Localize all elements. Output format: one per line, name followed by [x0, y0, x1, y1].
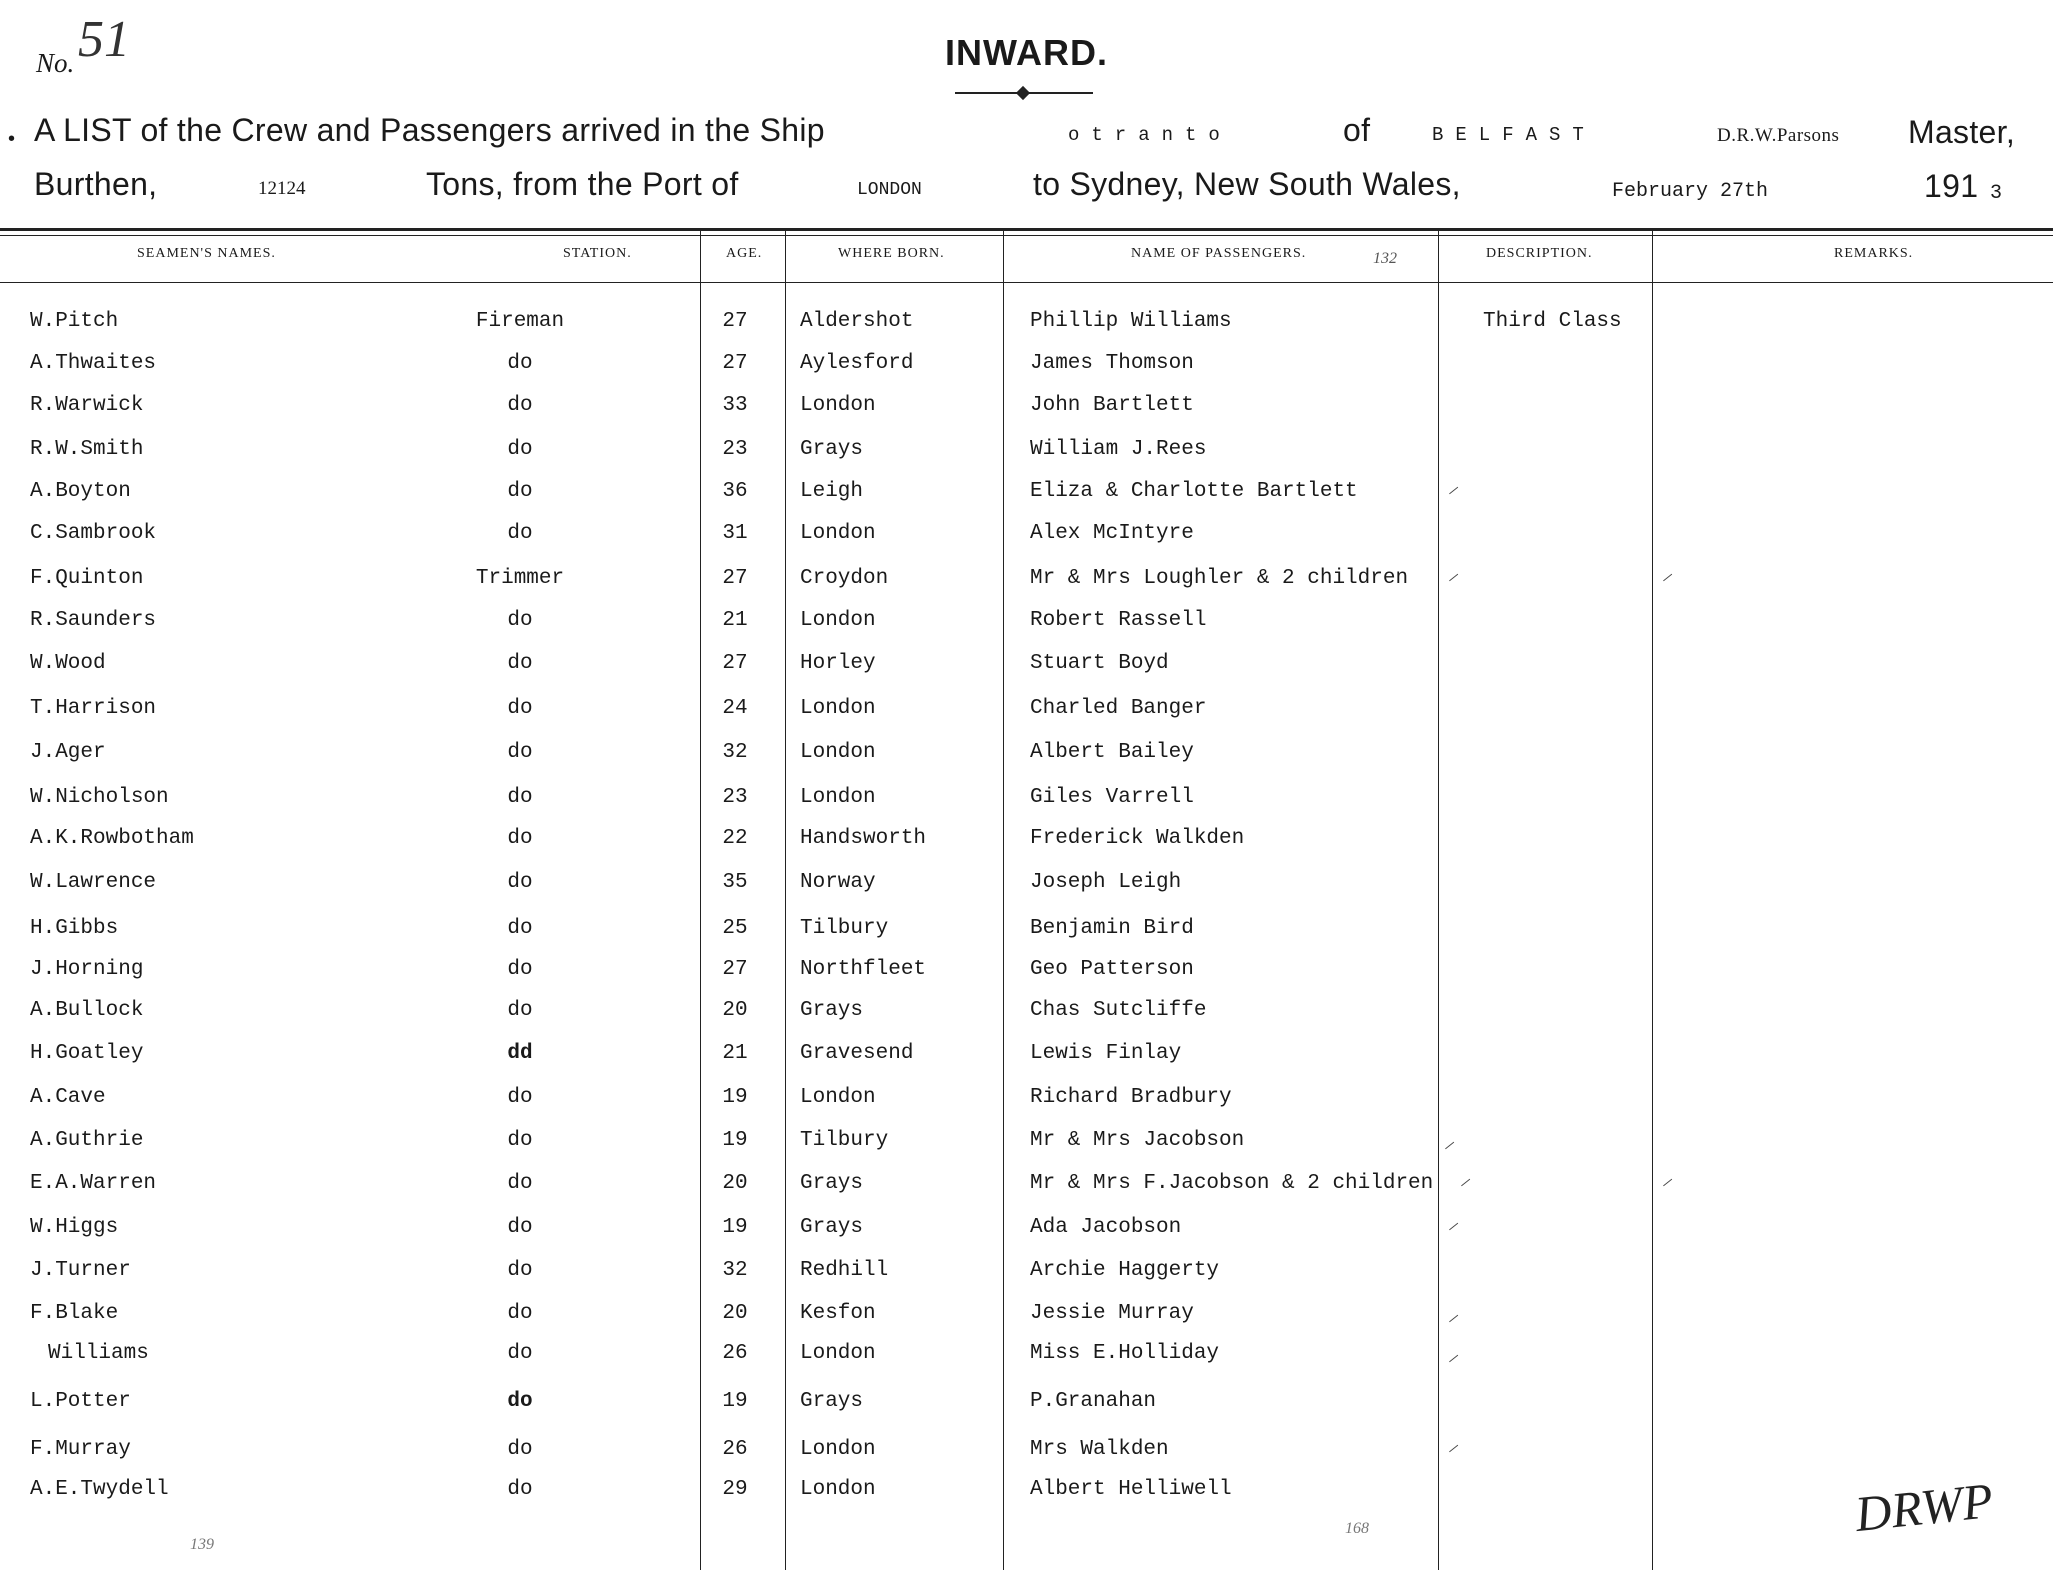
passenger-name: Alex McIntyre: [1030, 522, 1194, 545]
seaman-name: H.Gibbs: [30, 917, 119, 940]
seaman-name: A.Thwaites: [30, 352, 157, 375]
document-title: INWARD.: [945, 32, 1108, 73]
station: do: [507, 394, 533, 417]
table-row: [0, 522, 2053, 562]
station: do: [507, 352, 533, 375]
station: do: [507, 1129, 533, 1152]
table-row: [0, 741, 2053, 781]
table-row: [0, 1342, 2053, 1382]
where-born: London: [800, 394, 876, 417]
year-suffix: 3: [1990, 182, 2003, 205]
station: do: [507, 917, 533, 940]
burthen-label: Burthen,: [34, 166, 158, 202]
station: do: [507, 1390, 533, 1413]
seaman-name: F.Quinton: [30, 567, 144, 590]
table-row: [0, 958, 2053, 998]
table-row: [0, 917, 2053, 957]
where-born: Grays: [800, 1172, 864, 1195]
check-mark-icon: ⸍: [1446, 1352, 1456, 1374]
passenger-name: Albert Bailey: [1030, 741, 1194, 764]
check-mark-icon: ⸍: [1446, 1312, 1456, 1334]
seaman-name: A.Boyton: [30, 480, 131, 503]
table-top-rule: [0, 228, 2053, 231]
check-mark-icon: ⸍: [1446, 1220, 1456, 1242]
table-row: [0, 1129, 2053, 1169]
where-born: Grays: [800, 999, 864, 1022]
table-row: [0, 999, 2053, 1039]
where-born: London: [800, 741, 876, 764]
passenger-name: Mr & Mrs Jacobson: [1030, 1129, 1245, 1152]
master-name: D.R.W.Parsons: [1717, 125, 1840, 146]
list-heading-text: A LIST of the Crew and Passengers arrived in the Ship: [34, 112, 825, 148]
seaman-name: A.K.Rowbotham: [30, 827, 194, 850]
where-born: London: [800, 1086, 876, 1109]
passenger-name: William J.Rees: [1030, 438, 1207, 461]
where-born: Redhill: [800, 1259, 889, 1282]
passenger-name: Mr & Mrs Loughler & 2 children: [1030, 567, 1409, 590]
check-mark-icon: ⸍: [1660, 1176, 1670, 1198]
age: 19: [722, 1129, 748, 1152]
seaman-name: F.Murray: [30, 1438, 131, 1461]
passenger-name: Giles Varrell: [1030, 786, 1194, 809]
table-row: [0, 652, 2053, 692]
station: do: [507, 480, 533, 503]
passenger-name: Mrs Walkden: [1030, 1438, 1169, 1461]
passenger-name: James Thomson: [1030, 352, 1194, 375]
seaman-name: T.Harrison: [30, 697, 157, 720]
seaman-name: E.A.Warren: [30, 1172, 157, 1195]
pencil-annotation: 168: [1345, 1520, 1369, 1537]
column-header-age: AGE.: [726, 246, 763, 261]
age: 32: [722, 741, 748, 764]
passenger-name: Geo Patterson: [1030, 958, 1194, 981]
table-row: [0, 871, 2053, 911]
age: 20: [722, 1302, 748, 1325]
seaman-name: W.Higgs: [30, 1216, 119, 1239]
age: 27: [722, 310, 748, 333]
passenger-name: Joseph Leigh: [1030, 871, 1182, 894]
age: 36: [722, 480, 748, 503]
table-row: [0, 1478, 2053, 1518]
passenger-name: Robert Rassell: [1030, 609, 1207, 632]
table-row: [0, 1438, 2053, 1478]
passenger-name: Mr & Mrs F.Jacobson & 2 children: [1030, 1172, 1434, 1195]
seaman-name: A.E.Twydell: [30, 1478, 169, 1501]
table-row: [0, 1042, 2053, 1082]
column-header-remarks: REMARKS.: [1834, 246, 1914, 261]
passenger-name: Lewis Finlay: [1030, 1042, 1182, 1065]
table-row: [0, 1172, 2053, 1212]
age: 23: [722, 438, 748, 461]
age: 35: [722, 871, 748, 894]
master-label: Master,: [1908, 114, 2016, 150]
passenger-name: Charled Banger: [1030, 697, 1207, 720]
station: do: [507, 786, 533, 809]
column-header-station: STATION.: [563, 246, 632, 261]
station: do: [507, 999, 533, 1022]
age: 27: [722, 652, 748, 675]
where-born: Grays: [800, 1216, 864, 1239]
table-row: [0, 394, 2053, 434]
station: do: [507, 522, 533, 545]
age: 27: [722, 958, 748, 981]
table-row: [0, 1390, 2053, 1430]
seaman-name: C.Sambrook: [30, 522, 157, 545]
passenger-name: Frederick Walkden: [1030, 827, 1245, 850]
destination-label: to Sydney, New South Wales,: [1033, 166, 1461, 202]
table-row: [0, 609, 2053, 649]
seaman-name: W.Lawrence: [30, 871, 157, 894]
station: do: [507, 1086, 533, 1109]
age: 20: [722, 999, 748, 1022]
age: 19: [722, 1086, 748, 1109]
age: 24: [722, 697, 748, 720]
station: dd: [507, 1042, 533, 1065]
column-header-passengers: NAME OF PASSENGERS.: [1131, 246, 1307, 261]
passenger-name: Benjamin Bird: [1030, 917, 1194, 940]
station: do: [507, 697, 533, 720]
where-born: London: [800, 786, 876, 809]
station: do: [507, 871, 533, 894]
table-row: [0, 827, 2053, 867]
where-born: Kesfon: [800, 1302, 876, 1325]
station: do: [507, 1478, 533, 1501]
passenger-name: P.Granahan: [1030, 1390, 1157, 1413]
table-row: [0, 1216, 2053, 1256]
where-born: London: [800, 1478, 876, 1501]
age: 22: [722, 827, 748, 850]
age: 21: [722, 1042, 748, 1065]
passenger-description: Third Class: [1483, 310, 1622, 333]
check-mark-icon: ⸍: [1660, 571, 1670, 593]
title-divider-diamond-icon: [1016, 86, 1030, 100]
seaman-name: J.Ager: [30, 741, 106, 764]
table-row: [0, 1086, 2053, 1126]
check-mark-icon: ⸍: [1458, 1176, 1468, 1198]
station: do: [507, 1302, 533, 1325]
where-born: London: [800, 522, 876, 545]
station: Fireman: [475, 310, 565, 333]
passenger-name: Ada Jacobson: [1030, 1216, 1182, 1239]
passenger-name: Jessie Murray: [1030, 1302, 1194, 1325]
column-header-seamen: SEAMEN'S NAMES.: [137, 246, 276, 261]
table-top-rule-inner: [0, 235, 2053, 236]
age: 26: [722, 1438, 748, 1461]
column-header-where-born: WHERE BORN.: [838, 246, 945, 261]
where-born: Horley: [800, 652, 876, 675]
station: do: [507, 741, 533, 764]
age: 31: [722, 522, 748, 545]
seaman-name: A.Guthrie: [30, 1129, 144, 1152]
passenger-name: Eliza & Charlotte Bartlett: [1030, 480, 1358, 503]
station: do: [507, 438, 533, 461]
passenger-name: Richard Bradbury: [1030, 1086, 1232, 1109]
station: do: [507, 827, 533, 850]
table-row: [0, 438, 2053, 478]
where-born: Croydon: [800, 567, 889, 590]
check-mark-icon: ⸍: [1446, 484, 1456, 506]
where-born: Aldershot: [800, 310, 914, 333]
passenger-name: Miss E.Holliday: [1030, 1342, 1220, 1365]
of-label: of: [1343, 112, 1371, 148]
passenger-name: John Bartlett: [1030, 394, 1194, 417]
age: 21: [722, 609, 748, 632]
where-born: Gravesend: [800, 1042, 914, 1065]
where-born: London: [800, 1342, 876, 1365]
age: 33: [722, 394, 748, 417]
burthen-value: 12124: [258, 178, 306, 199]
ship-name: otranto: [1068, 124, 1232, 146]
passenger-name: Archie Haggerty: [1030, 1259, 1220, 1282]
seaman-name: R.Saunders: [30, 609, 157, 632]
seaman-name: W.Nicholson: [30, 786, 169, 809]
where-born: Tilbury: [800, 917, 889, 940]
tons-from-port-label: Tons, from the Port of: [426, 166, 739, 202]
age: 19: [722, 1216, 748, 1239]
age: 20: [722, 1172, 748, 1195]
age: 27: [722, 352, 748, 375]
arrival-date: February 27th: [1612, 180, 1769, 203]
where-born: Grays: [800, 1390, 864, 1413]
seaman-name: J.Horning: [30, 958, 144, 981]
column-header-description: DESCRIPTION.: [1486, 246, 1593, 261]
where-born: London: [800, 609, 876, 632]
check-mark-icon: ⸍: [1446, 1442, 1456, 1464]
table-row: [0, 480, 2053, 520]
where-born: Aylesford: [800, 352, 914, 375]
check-mark-icon: ⸍: [1446, 571, 1456, 593]
master-signature: DRWP: [1852, 1471, 1996, 1543]
station: do: [507, 652, 533, 675]
where-born: London: [800, 1438, 876, 1461]
passenger-name: Chas Sutcliffe: [1030, 999, 1207, 1022]
table-row: [0, 352, 2053, 392]
station: do: [507, 1342, 533, 1365]
passenger-name: Stuart Boyd: [1030, 652, 1169, 675]
station: do: [507, 1216, 533, 1239]
table-row: [0, 786, 2053, 826]
table-row: [0, 697, 2053, 737]
station: do: [507, 1438, 533, 1461]
where-born: Leigh: [800, 480, 864, 503]
table-row: [0, 567, 2053, 607]
document-number-handwritten: 51: [78, 11, 130, 68]
seaman-name: A.Cave: [30, 1086, 106, 1109]
seaman-name: R.Warwick: [30, 394, 144, 417]
age: 29: [722, 1478, 748, 1501]
seaman-name: L.Potter: [30, 1390, 131, 1413]
seaman-name: Williams: [48, 1342, 149, 1365]
age: 23: [722, 786, 748, 809]
document-number-label: No.: [36, 48, 75, 78]
table-row: [0, 310, 2053, 350]
age: 19: [722, 1390, 748, 1413]
where-born: Tilbury: [800, 1129, 889, 1152]
year-prefix: 191: [1924, 168, 1979, 204]
seaman-name: W.Pitch: [30, 310, 119, 333]
station: do: [507, 609, 533, 632]
station: do: [507, 1259, 533, 1282]
age: 26: [722, 1342, 748, 1365]
station: Trimmer: [475, 567, 565, 590]
where-born: Handsworth: [800, 827, 927, 850]
where-born: Norway: [800, 871, 876, 894]
seaman-name: J.Turner: [30, 1259, 131, 1282]
passenger-name: Phillip Williams: [1030, 310, 1232, 333]
seaman-name: W.Wood: [30, 652, 106, 675]
age: 32: [722, 1259, 748, 1282]
passenger-count-pencil: 132: [1373, 250, 1397, 267]
seaman-name: H.Goatley: [30, 1042, 144, 1065]
seaman-name: A.Bullock: [30, 999, 144, 1022]
bullet-mark: •: [8, 128, 16, 150]
station: do: [507, 1172, 533, 1195]
check-mark-icon: ⸍: [1442, 1139, 1452, 1161]
where-born: Grays: [800, 438, 864, 461]
where-born: Northfleet: [800, 958, 927, 981]
passenger-name: Albert Helliwell: [1030, 1478, 1232, 1501]
table-row: [0, 1302, 2053, 1342]
header-bottom-rule: [0, 282, 2053, 283]
table-row: [0, 1259, 2053, 1299]
where-born: London: [800, 697, 876, 720]
seaman-name: F.Blake: [30, 1302, 119, 1325]
age: 27: [722, 567, 748, 590]
pencil-annotation: 139: [190, 1536, 214, 1553]
seaman-name: R.W.Smith: [30, 438, 144, 461]
from-port: LONDON: [857, 180, 922, 200]
age: 25: [722, 917, 748, 940]
station: do: [507, 958, 533, 981]
port-of-registry: BELFAST: [1432, 124, 1596, 146]
